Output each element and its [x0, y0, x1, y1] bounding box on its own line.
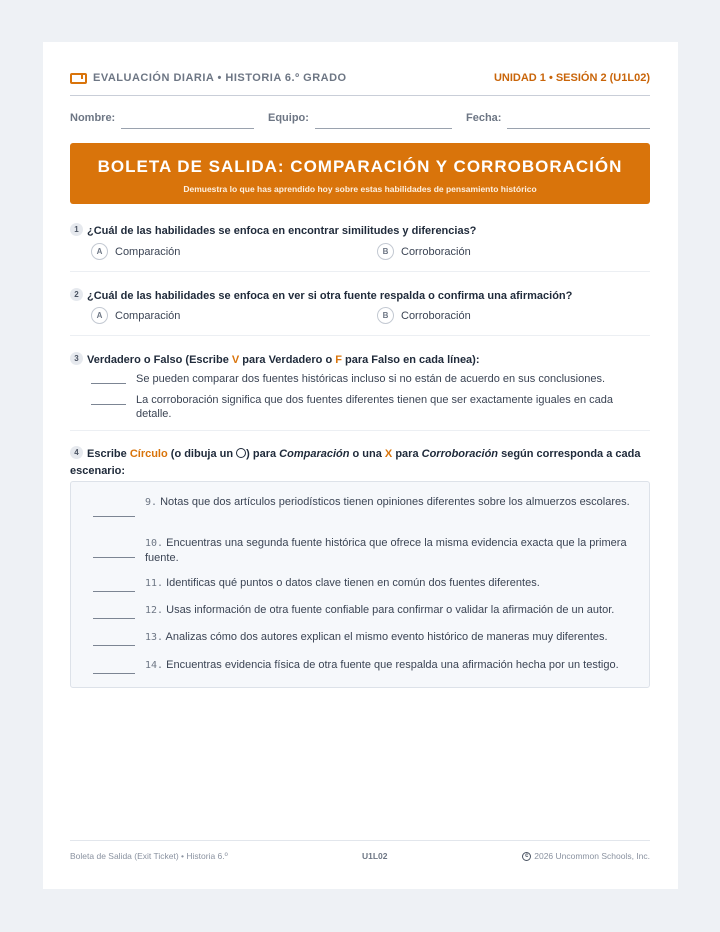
- unit-session-label: UNIDAD 1 • SESIÓN 2 (U1L02): [493, 72, 650, 84]
- tf-item-1: [91, 372, 632, 386]
- scenario-13: [93, 630, 635, 645]
- student-fields: [70, 112, 650, 132]
- date-field[interactable]: [466, 112, 501, 124]
- true-letter: V: [231, 354, 240, 366]
- scenario-text: Notas que dos artículos periodísticos tienen opiniones diferentes sobre los almuerzos escolares.: [160, 496, 630, 508]
- worksheet-subtitle: Demuestra lo que has aprendido hoy sobre estas habilidades de pensamiento histórico: [183, 184, 537, 194]
- title-banner: [70, 143, 650, 204]
- question-4: [70, 445, 650, 479]
- scenario-11: [93, 576, 635, 591]
- question-2: [70, 286, 650, 304]
- scenario-14: [93, 658, 635, 673]
- question-text: ¿Cuál de las habilidades se enfoca en ver si otra fuente respalda o confirma una afirmación?: [87, 290, 573, 302]
- comparison-keyword: Comparación: [279, 448, 350, 460]
- page-footer: [70, 840, 650, 870]
- name-field[interactable]: [70, 112, 115, 124]
- divider: [70, 430, 650, 431]
- scenario-9: [93, 495, 635, 525]
- worksheet-title: BOLETA DE SALIDA: COMPARACIÓN Y CORROBORACIÓN: [97, 157, 623, 176]
- answer-blank[interactable]: [93, 557, 135, 558]
- scenario-12: [93, 603, 635, 618]
- question-number: 2: [70, 288, 83, 301]
- q1-option-b[interactable]: [377, 243, 471, 260]
- ticket-icon: [70, 73, 87, 84]
- option-label: Comparación: [115, 245, 181, 258]
- divider: [70, 335, 650, 336]
- answer-blank[interactable]: [93, 618, 135, 619]
- answer-blank[interactable]: [93, 516, 135, 517]
- scenario-10: [93, 536, 635, 566]
- q1-option-a[interactable]: [91, 243, 180, 260]
- team-label: Equipo:: [268, 112, 309, 124]
- scenario-number: 10.: [145, 538, 164, 549]
- option-label: Corroboración: [401, 245, 471, 258]
- answer-blank[interactable]: [93, 673, 135, 674]
- option-letter: A: [91, 307, 108, 324]
- question-number: 3: [70, 352, 83, 365]
- tf-statement: La corroboración significa que dos fuentes diferentes tienen que ser exactamente iguales en cada detalle.: [136, 394, 613, 420]
- question-number: 4: [70, 446, 83, 459]
- copyright-text: 2026 Uncommon Schools, Inc.: [534, 851, 650, 861]
- scenario-text: Encuentras evidencia física de otra fuente que respalda una afirmación hecha por un testigo.: [166, 659, 619, 671]
- circle-keyword: Círculo: [129, 448, 168, 460]
- tf-item-2: [91, 393, 632, 421]
- team-line[interactable]: [315, 128, 452, 129]
- question-1: [70, 221, 650, 239]
- scenario-number: 14.: [145, 660, 164, 671]
- scenario-text: Usas información de otra fuente confiable para confirmar o validar la afirmación de un autor.: [166, 604, 615, 616]
- worksheet-page: [43, 42, 678, 889]
- header-bar: [70, 72, 650, 96]
- scenario-text: Identificas qué puntos o datos clave tienen en común dos fuentes diferentes.: [166, 577, 540, 589]
- footer-left: Boleta de Salida (Exit Ticket) • Historia 6.º: [70, 851, 228, 861]
- header-brand-text: EVALUACIÓN DIARIA • HISTORIA 6.º GRADO: [93, 72, 347, 84]
- option-label: Corroboración: [401, 309, 471, 322]
- team-field[interactable]: [268, 112, 309, 124]
- tf-statement: Se pueden comparar dos fuentes históricas incluso si no están de acuerdo en sus conclusiones.: [136, 373, 606, 385]
- scenario-number: 9.: [145, 497, 158, 508]
- x-keyword: X: [384, 448, 393, 460]
- name-line[interactable]: [121, 128, 254, 129]
- question-text: Escribe Círculo (o dibuja un ) para Comparación o una X para Corroboración según corresponda a cada escenario:: [70, 448, 641, 477]
- date-label: Fecha:: [466, 112, 502, 124]
- scenario-text: Analizas cómo dos autores explican el mismo evento histórico de maneras muy diferentes.: [165, 631, 608, 643]
- option-label: Comparación: [115, 309, 181, 322]
- corroboration-keyword: Corroboración: [421, 448, 499, 460]
- false-letter: F: [335, 354, 342, 366]
- question-3: [70, 350, 650, 368]
- option-letter: A: [91, 243, 108, 260]
- question-text: Verdadero o Falso (Escribe V para Verdadero o F para Falso en cada línea):: [87, 354, 480, 366]
- question-number: 1: [70, 223, 83, 236]
- q2-option-a[interactable]: [91, 307, 180, 324]
- circle-icon: [236, 448, 246, 458]
- scenario-number: 11.: [145, 578, 164, 589]
- header-brand: [70, 72, 347, 84]
- scenario-text: Encuentras una segunda fuente histórica que ofrece la misma evidencia exacta que la primera fuente.: [145, 537, 627, 564]
- option-letter: B: [377, 243, 394, 260]
- footer-code: U1L02: [362, 851, 388, 861]
- copyright-icon: c: [522, 852, 531, 861]
- date-line[interactable]: [507, 128, 650, 129]
- name-label: Nombre:: [70, 112, 116, 124]
- question-text: ¿Cuál de las habilidades se enfoca en encontrar similitudes y diferencias?: [87, 225, 477, 237]
- answer-blank[interactable]: [91, 383, 126, 384]
- scenario-number: 13.: [145, 632, 164, 643]
- scenario-box: [70, 481, 650, 688]
- divider: [70, 271, 650, 272]
- footer-copyright: [522, 851, 650, 861]
- scenario-number: 12.: [145, 605, 164, 616]
- answer-blank[interactable]: [93, 591, 135, 592]
- option-letter: B: [377, 307, 394, 324]
- q2-option-b[interactable]: [377, 307, 471, 324]
- answer-blank[interactable]: [93, 645, 135, 646]
- answer-blank[interactable]: [91, 404, 126, 405]
